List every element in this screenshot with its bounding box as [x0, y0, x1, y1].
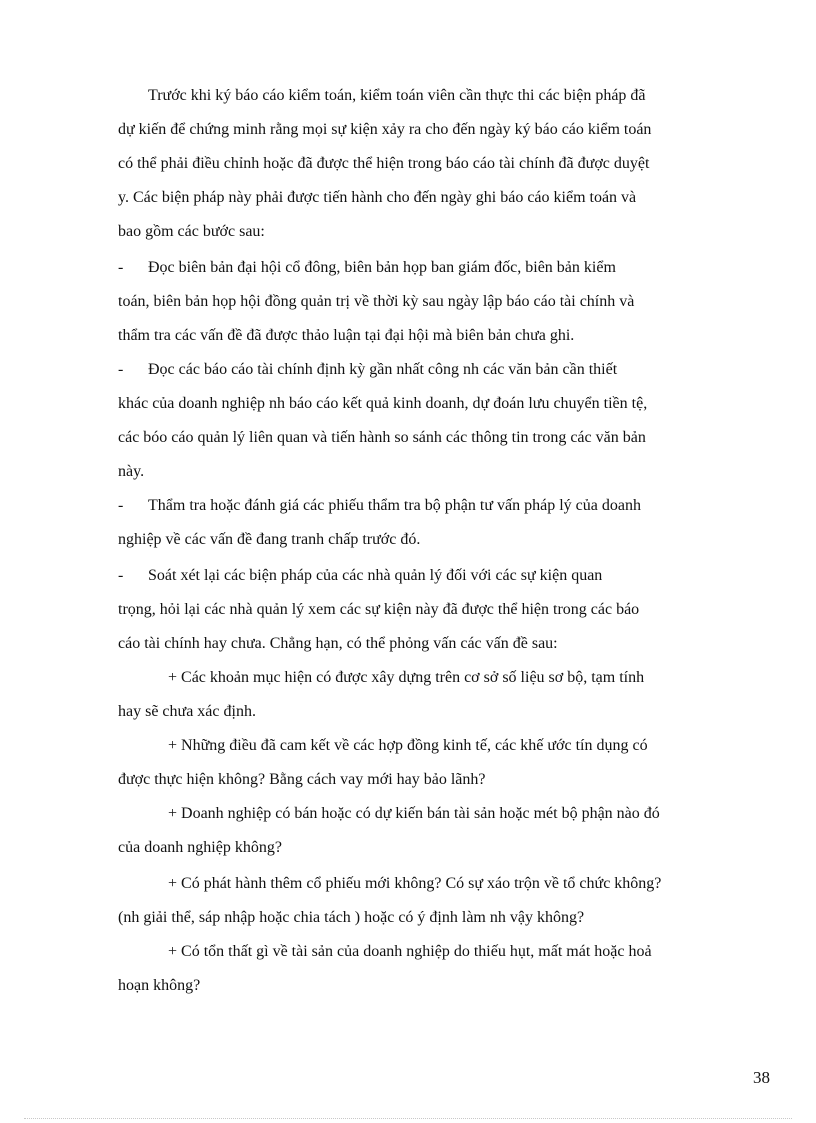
sub-item-2-line-2: được thực hiện không? Bằng cách vay mới hay bảo lãnh? — [118, 771, 486, 788]
bullet-1-line-3: thẩm tra các vấn đề đã được thảo luận tại đại hội mà biên bản chưa ghi. — [118, 327, 575, 344]
sub-item-5-line-1: + Có tổn thất gì về tài sản của doanh nghiệp do thiếu hụt, mất mát hoặc hoả — [168, 943, 652, 960]
bullet-1-line-1: Đọc biên bản đại hội cổ đông, biên bản họp ban giám đốc, biên bản kiểm — [148, 259, 616, 276]
intro-line-5: bao gồm các bước sau: — [118, 223, 265, 240]
bullet-marker: - — [118, 361, 124, 378]
intro-line-3: có thể phải điều chỉnh hoặc đã được thể hiện trong báo cáo tài chính đã được duyệt — [118, 155, 650, 172]
bullet-2-line-4: này. — [118, 463, 145, 480]
sub-item-1-line-2: hay sẽ chưa xác định. — [118, 703, 256, 720]
intro-line-1: Trước khi ký báo cáo kiểm toán, kiểm toán viên cần thực thi các biện pháp đã — [148, 87, 646, 104]
page-bottom-rule — [24, 1118, 792, 1119]
bullet-3-line-1: Thẩm tra hoặc đánh giá các phiếu thẩm tra bộ phận tư vấn pháp lý của doanh — [148, 497, 641, 514]
bullet-2-line-2: khác của doanh nghiệp nh báo cáo kết quả kinh doanh, dự đoán lưu chuyển tiền tệ, — [118, 395, 648, 412]
bullet-4-line-3: cáo tài chính hay chưa. Chẳng hạn, có thể phỏng vấn các vấn đề sau: — [118, 635, 558, 652]
bullet-2-line-3: các bóo cáo quản lý liên quan và tiến hành so sánh các thông tin trong các văn bản — [118, 429, 646, 446]
bullet-3-line-2: nghiệp về các vấn đề đang tranh chấp trước đó. — [118, 531, 421, 548]
sub-item-2-line-1: + Những điều đã cam kết về các hợp đồng kinh tế, các khế ước tín dụng có — [168, 737, 648, 754]
bullet-marker: - — [118, 497, 124, 514]
sub-item-4-line-2: (nh giải thể, sáp nhập hoặc chia tách ) hoặc có ý định làm nh vậy không? — [118, 909, 585, 926]
sub-item-5-line-2: hoạn không? — [118, 977, 201, 994]
intro-line-4: y. Các biện pháp này phải được tiến hành cho đến ngày ghi báo cáo kiểm toán và — [118, 189, 637, 206]
bullet-4-line-1: Soát xét lại các biện pháp của các nhà quản lý đối với các sự kiện quan — [148, 567, 603, 584]
sub-item-1-line-1: + Các khoản mục hiện có được xây dựng trên cơ sở số liệu sơ bộ, tạm tính — [168, 669, 645, 686]
bullet-marker: - — [118, 259, 124, 276]
bullet-marker: - — [118, 567, 124, 584]
page-number: 38 — [753, 1068, 770, 1087]
sub-item-3-line-2: của doanh nghiệp không? — [118, 839, 282, 856]
sub-item-4-line-1: + Có phát hành thêm cổ phiếu mới không? Có sự xáo trộn về tổ chức không? — [168, 875, 662, 892]
intro-line-2: dự kiến để chứng minh rằng mọi sự kiện xảy ra cho đến ngày ký báo cáo kiểm toán — [118, 121, 652, 138]
sub-item-3-line-1: + Doanh nghiệp có bán hoặc có dự kiến bán tài sản hoặc mét bộ phận nào đó — [168, 805, 660, 822]
bullet-4-line-2: trọng, hỏi lại các nhà quản lý xem các sự kiện này đã được thể hiện trong các báo — [118, 601, 640, 618]
bullet-1-line-2: toán, biên bản họp hội đồng quản trị về thời kỳ sau ngày lập báo cáo tài chính và — [118, 293, 635, 310]
bullet-2-line-1: Đọc các báo cáo tài chính định kỳ gần nhất công nh các văn bản cần thiết — [148, 361, 618, 378]
